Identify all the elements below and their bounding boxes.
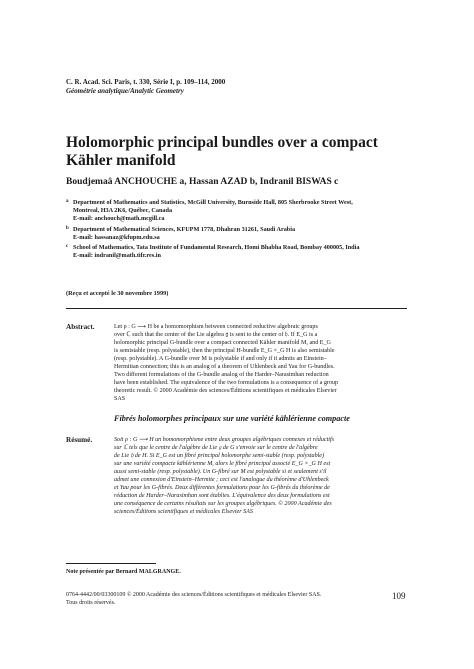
abstract-line: (resp. polystable). A G-bundle over M is polystable if and only if it admits an Einstein– bbox=[114, 356, 327, 363]
resume-line: Soit ρ : G ⟶ H un homomorphisme entre deux groupes algébriques connexes et réductifs bbox=[114, 437, 335, 443]
abstract-line: Two different formulations of the G-bundle analog of the Harder–Narasimhan reduction bbox=[114, 372, 329, 379]
abstract-line: over ℂ such that the center of the Lie algebra 𝔤 is sent to the center of 𝔥. If E_G is a bbox=[114, 332, 318, 339]
affiliation-line: Department of Mathematics and Statistics, McGill University, Burnside Hall, 805 Sherbrooke Street West, bbox=[73, 199, 353, 206]
affiliation-marker: b bbox=[66, 226, 69, 231]
abstract-line: have been established. The equivalence of the two formulations is a consequence of a group bbox=[114, 380, 339, 387]
abstract-line: is semistable (resp. polystable), then the principal H-bundle E_G ×_G H is also semistable bbox=[114, 348, 335, 355]
resume-line: réduction de Harder–Narasimhan sont établies. L'équivalence des deux formulations est bbox=[114, 493, 330, 500]
title-line-1: Holomorphic principal bundles over a compact bbox=[66, 134, 378, 151]
resume-line: sciences/Éditions scientifiques et médicales Elsevier SAS bbox=[114, 509, 253, 516]
resume-label: Résumé. bbox=[66, 436, 93, 444]
copyright-line: 0764-4442/00/03300109 © 2000 Académie des sciences/Éditions scientifiques et médicales Elsevier SAS. bbox=[66, 592, 322, 598]
affiliation-b bbox=[66, 226, 416, 242]
french-title: Fibrés holomorphes principaux sur une variété kählérienne compacte bbox=[114, 414, 350, 423]
footnote-rule bbox=[66, 563, 156, 564]
affiliation-email: E-mail: hassanaz@kfupm.edu.sa bbox=[73, 234, 160, 241]
abstract-line: holomorphic principal G-bundle over a compact connected Kähler manifold M, and E_G bbox=[114, 340, 331, 347]
abstract-line: theoretic result. © 2000 Académie des sciences/Éditions scientifiques et médicales Elsevier bbox=[114, 388, 337, 395]
abstract-line: SAS bbox=[114, 396, 126, 403]
abstract-label: Abstract. bbox=[66, 323, 95, 331]
affiliation-line: Montreal, H3A 2K6, Québec, Canada bbox=[73, 207, 173, 214]
resume-line: admet une connexion d'Einstein–Hermite ; ceci est l'analogue du théorème d'Uhlenbeck bbox=[114, 477, 329, 484]
author-list: Boudjemaâ ANCHOUCHE a, Hassan AZAD b, Indranil BISWAS c bbox=[66, 177, 339, 187]
resume-line: sur ℂ tels que le centre de l'algèbre de Lie 𝔤 de G s'envoie sur le centre de l'algèbre bbox=[114, 445, 318, 452]
affiliation-line: Department of Mathematical Sciences, KFUPM 1778, Dhahran 31261, Saudi Arabia bbox=[73, 226, 296, 233]
title-line-2: Kähler manifold bbox=[66, 152, 176, 169]
resume-line: de Lie 𝔥 de H. Si E_G est un fibré principal holomorphe semi-stable (resp. polystable) bbox=[114, 453, 325, 460]
divider-top bbox=[66, 308, 407, 309]
received-date: (Reçu et accepté le 30 novembre 1999) bbox=[66, 290, 169, 297]
resume-line: sur une variété compacte kählérienne M, alors le fibré principal associé E_G ×_G H est bbox=[114, 461, 331, 468]
page-number: 109 bbox=[392, 591, 406, 601]
journal-header bbox=[66, 78, 225, 96]
copyright-block bbox=[66, 591, 321, 607]
resume-line: aussi semi-stable (resp. polystable). Un G-fibré sur M est polystable si et seulement s'il bbox=[114, 469, 327, 476]
resume-line: une conséquence de certains résultats sur les groupes algébriques. © 2000 Académie des bbox=[114, 501, 332, 508]
affiliation-c bbox=[66, 244, 416, 260]
paper-title bbox=[66, 134, 406, 170]
affiliation-a bbox=[66, 199, 416, 223]
abstract-line: Let ρ : G ⟶ H be a homomorphism between connected reductive algebraic groups bbox=[114, 324, 318, 330]
affiliation-email: E-mail: indranil@math.tifr.res.in bbox=[73, 252, 161, 259]
journal-citation: C. R. Acad. Sci. Paris, t. 330, Série I, p. 109–114, 2000 bbox=[66, 78, 226, 86]
abstract-line: Hermitian connection; this is an analog of a theorem of Uhlenbeck and Yau for G-bundles. bbox=[114, 364, 335, 371]
affiliation-marker: a bbox=[66, 199, 69, 204]
affiliation-marker: c bbox=[66, 244, 69, 249]
resume-text bbox=[114, 436, 394, 516]
journal-section: Géométrie analytique/Analytic Geometry bbox=[66, 87, 184, 95]
presented-by-note: Note présentée par Bernard MALGRANGE. bbox=[66, 569, 181, 575]
affiliation-line: School of Mathematics, Tata Institute of Fundamental Research, Homi Bhabha Road, Bombay 400005, India bbox=[73, 244, 360, 251]
rights-line: Tous droits réservés. bbox=[66, 600, 116, 606]
resume-line: et Yau pour les G-fibrés. Deux différentes formulations pour les G-fibrés du théorème de bbox=[114, 485, 330, 492]
abstract-text bbox=[114, 323, 394, 403]
affiliation-email: E-mail: anchouch@math.mcgill.ca bbox=[73, 215, 165, 222]
